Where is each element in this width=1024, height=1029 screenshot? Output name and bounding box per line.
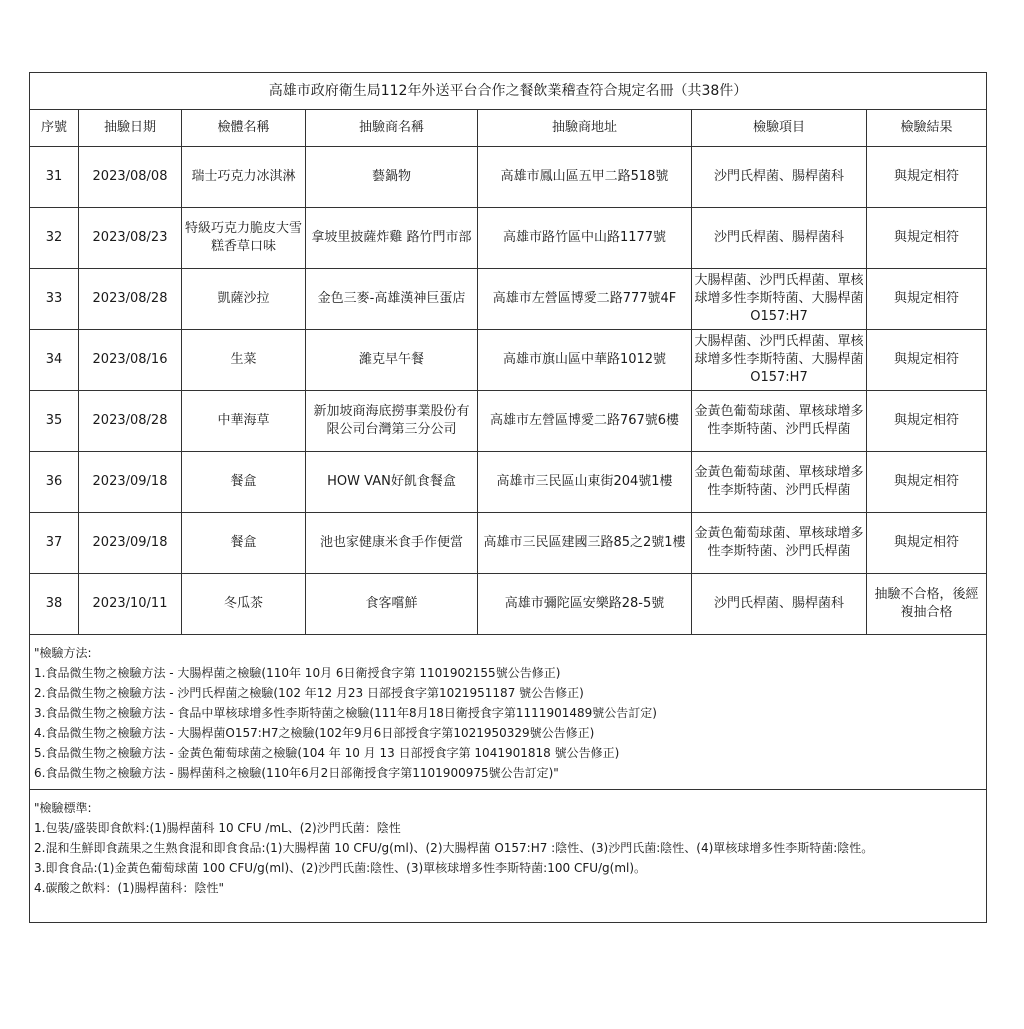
table-row <box>30 269 987 330</box>
standard-line: 3.即食食品:(1)金黃色葡萄球菌 100 CFU/g(ml)、(2)沙門氏菌:陰性、(3)單核球增多性李斯特菌:100 CFU/g(ml)。 <box>34 861 647 875</box>
cell-items: 金黃色葡萄球菌、單核球增多性李斯特菌、沙門氏桿菌 <box>692 513 867 574</box>
cell-sample: 瑞士巧克力冰淇淋 <box>182 147 306 208</box>
method-line: 3.食品微生物之檢驗方法 - 食品中單核球增多性李斯特菌之檢驗(111年8月18日衛授食字第1111901489號公告訂定) <box>34 706 657 720</box>
cell-date: 2023/08/16 <box>79 330 182 391</box>
cell-no: 33 <box>30 269 79 330</box>
cell-address: 高雄市彌陀區安樂路28-5號 <box>478 574 692 635</box>
table-title: 高雄市政府衛生局112年外送平台合作之餐飲業稽查符合規定名冊（共38件） <box>30 73 987 110</box>
cell-address: 高雄市路竹區中山路1177號 <box>478 208 692 269</box>
cell-items: 沙門氏桿菌、腸桿菌科 <box>692 147 867 208</box>
cell-items: 金黃色葡萄球菌、單核球增多性李斯特菌、沙門氏桿菌 <box>692 452 867 513</box>
standard-line: "檢驗標準: <box>34 801 92 815</box>
cell-vendor: 拿坡里披薩炸雞 路竹門市部 <box>306 208 478 269</box>
cell-date: 2023/08/28 <box>79 269 182 330</box>
cell-vendor: 池也家健康米食手作便當 <box>306 513 478 574</box>
cell-no: 38 <box>30 574 79 635</box>
table-row <box>30 391 987 452</box>
header-no: 序號 <box>30 110 79 147</box>
cell-address: 高雄市鳳山區五甲二路518號 <box>478 147 692 208</box>
cell-sample: 餐盒 <box>182 513 306 574</box>
cell-sample: 凱薩沙拉 <box>182 269 306 330</box>
standard-line: 2.混和生鮮即食蔬果之生熟食混和即食食品:(1)大腸桿菌 10 CFU/g(ml)、(2)大腸桿菌 O157:H7 :陰性、(3)沙門氏菌:陰性、(4)單核球增多性李斯特菌:陰性。 <box>34 841 874 855</box>
cell-vendor: 金色三麥-高雄漢神巨蛋店 <box>306 269 478 330</box>
cell-address: 高雄市左營區博愛二路767號6樓 <box>478 391 692 452</box>
cell-address: 高雄市三民區山東街204號1樓 <box>478 452 692 513</box>
cell-date: 2023/08/08 <box>79 147 182 208</box>
method-line: 5.食品微生物之檢驗方法 - 金黃色葡萄球菌之檢驗(104 年 10 月 13 日部授食字第 1041901818 號公告修正) <box>34 746 620 760</box>
cell-result: 與規定相符 <box>867 452 987 513</box>
cell-address: 高雄市三民區建國三路85之2號1樓 <box>478 513 692 574</box>
cell-result: 與規定相符 <box>867 269 987 330</box>
cell-sample: 冬瓜茶 <box>182 574 306 635</box>
cell-date: 2023/09/18 <box>79 513 182 574</box>
inspection-table <box>29 72 987 923</box>
cell-result: 與規定相符 <box>867 330 987 391</box>
table-row <box>30 147 987 208</box>
test-standards-note <box>30 790 987 923</box>
cell-no: 35 <box>30 391 79 452</box>
cell-no: 31 <box>30 147 79 208</box>
cell-date: 2023/09/18 <box>79 452 182 513</box>
method-line: 2.食品微生物之檢驗方法 - 沙門氏桿菌之檢驗(102 年12 月23 日部授食字第1021951187 號公告修正) <box>34 686 584 700</box>
standard-line: 1.包裝/盛裝即食飲料:(1)腸桿菌科 10 CFU /mL、(2)沙門氏菌：陰性 <box>34 821 401 835</box>
cell-vendor: 濰克早午餐 <box>306 330 478 391</box>
cell-result: 與規定相符 <box>867 208 987 269</box>
cell-items: 金黃色葡萄球菌、單核球增多性李斯特菌、沙門氏桿菌 <box>692 391 867 452</box>
cell-items: 沙門氏桿菌、腸桿菌科 <box>692 208 867 269</box>
cell-date: 2023/08/28 <box>79 391 182 452</box>
table-row <box>30 513 987 574</box>
cell-items: 大腸桿菌、沙門氏桿菌、單核球增多性李斯特菌、大腸桿菌O157:H7 <box>692 330 867 391</box>
cell-address: 高雄市旗山區中華路1012號 <box>478 330 692 391</box>
table-row <box>30 452 987 513</box>
cell-no: 37 <box>30 513 79 574</box>
cell-no: 34 <box>30 330 79 391</box>
header-address: 抽驗商地址 <box>478 110 692 147</box>
method-line: "檢驗方法: <box>34 646 92 660</box>
header-result: 檢驗結果 <box>867 110 987 147</box>
table-row <box>30 208 987 269</box>
table-row <box>30 574 987 635</box>
cell-no: 36 <box>30 452 79 513</box>
cell-vendor: 食客嚐鮮 <box>306 574 478 635</box>
header-date: 抽驗日期 <box>79 110 182 147</box>
cell-sample: 餐盒 <box>182 452 306 513</box>
cell-date: 2023/08/23 <box>79 208 182 269</box>
test-methods-note <box>30 635 987 790</box>
cell-vendor: 藝鍋物 <box>306 147 478 208</box>
method-line: 4.食品微生物之檢驗方法 - 大腸桿菌O157:H7之檢驗(102年9月6日部授食字第1021950329號公告修正) <box>34 726 595 740</box>
cell-date: 2023/10/11 <box>79 574 182 635</box>
cell-address: 高雄市左營區博愛二路777號4F <box>478 269 692 330</box>
cell-vendor: HOW VAN好飢食餐盒 <box>306 452 478 513</box>
cell-items: 沙門氏桿菌、腸桿菌科 <box>692 574 867 635</box>
cell-result: 與規定相符 <box>867 513 987 574</box>
cell-items: 大腸桿菌、沙門氏桿菌、單核球增多性李斯特菌、大腸桿菌O157:H7 <box>692 269 867 330</box>
table-row <box>30 330 987 391</box>
cell-result: 與規定相符 <box>867 147 987 208</box>
header-sample: 檢體名稱 <box>182 110 306 147</box>
header-items: 檢驗項目 <box>692 110 867 147</box>
method-line: 6.食品微生物之檢驗方法 - 腸桿菌科之檢驗(110年6月2日部衛授食字第1101900975號公告訂定)" <box>34 766 559 780</box>
cell-sample: 中華海草 <box>182 391 306 452</box>
cell-sample: 生菜 <box>182 330 306 391</box>
cell-sample: 特級巧克力脆皮大雪糕香草口味 <box>182 208 306 269</box>
cell-result: 與規定相符 <box>867 391 987 452</box>
method-line: 1.食品微生物之檢驗方法 - 大腸桿菌之檢驗(110年 10月 6日衛授食字第 1101902155號公告修正) <box>34 666 561 680</box>
cell-no: 32 <box>30 208 79 269</box>
header-vendor: 抽驗商名稱 <box>306 110 478 147</box>
cell-vendor: 新加坡商海底撈事業股份有限公司台灣第三分公司 <box>306 391 478 452</box>
standard-line: 4.碳酸之飲料：(1)腸桿菌科：陰性" <box>34 881 224 895</box>
cell-result: 抽驗不合格，後經複抽合格 <box>867 574 987 635</box>
